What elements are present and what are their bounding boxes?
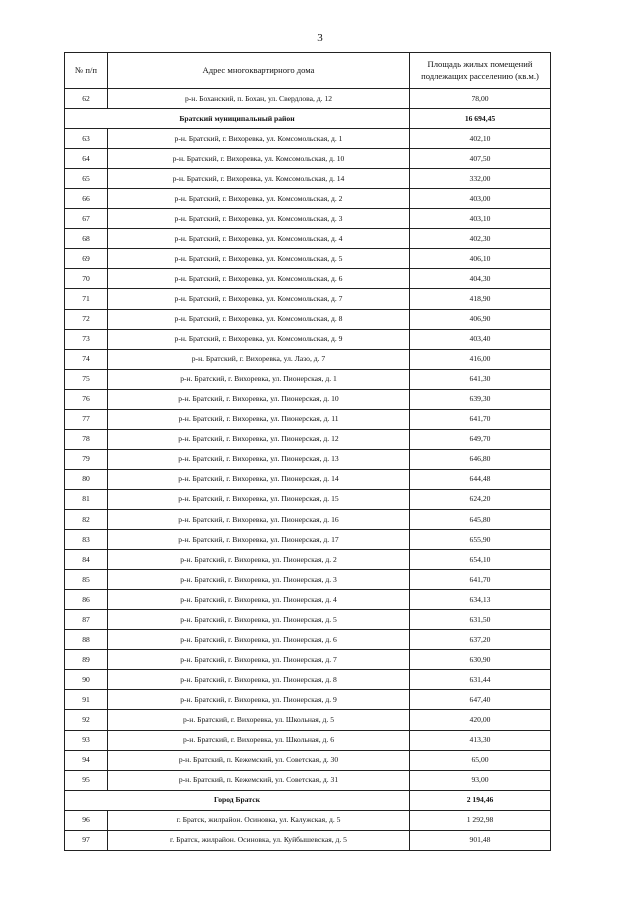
row-number: 73 (65, 329, 108, 349)
row-address: р-н. Братский, г. Вихоревка, ул. Пионерская, д. 9 (108, 690, 410, 710)
row-address: р-н. Братский, г. Вихоревка, ул. Пионерская, д. 2 (108, 550, 410, 570)
row-address: р-н. Братский, г. Вихоревка, ул. Пионерская, д. 11 (108, 409, 410, 429)
row-address: р-н. Братский, п. Кежемский, ул. Советская, д. 31 (108, 770, 410, 790)
table-header-row (65, 53, 551, 89)
table-row (65, 389, 551, 409)
table-row (65, 530, 551, 550)
table-row (65, 229, 551, 249)
row-number: 65 (65, 169, 108, 189)
row-address: р-н. Братский, г. Вихоревка, ул. Пионерская, д. 3 (108, 570, 410, 590)
row-number: 92 (65, 710, 108, 730)
row-address: р-н. Братский, г. Вихоревка, ул. Пионерская, д. 16 (108, 509, 410, 529)
header-number: № п/п (65, 53, 108, 89)
row-number: 67 (65, 209, 108, 229)
table-row (65, 730, 551, 750)
resettlement-table (64, 52, 551, 851)
row-number: 94 (65, 750, 108, 770)
table-row (65, 770, 551, 790)
row-area: 404,30 (410, 269, 551, 289)
row-area: 901,48 (410, 830, 551, 850)
section-area-total: 2 194,46 (410, 790, 551, 810)
row-number: 78 (65, 429, 108, 449)
row-address: р-н. Братский, г. Вихоревка, ул. Пионерская, д. 4 (108, 590, 410, 610)
row-address: р-н. Братский, г. Вихоревка, ул. Пионерская, д. 15 (108, 489, 410, 509)
row-number: 97 (65, 830, 108, 850)
table-body (65, 89, 551, 851)
row-area: 403,10 (410, 209, 551, 229)
table-row (65, 289, 551, 309)
row-address: р-н. Братский, г. Вихоревка, ул. Комсомольская, д. 4 (108, 229, 410, 249)
header-area: Площадь жилых помещений подлежащих расселению (кв.м.) (410, 53, 551, 89)
row-area: 644,48 (410, 469, 551, 489)
table-row (65, 710, 551, 730)
row-area: 406,10 (410, 249, 551, 269)
row-area: 78,00 (410, 89, 551, 109)
section-area-total: 16 694,45 (410, 109, 551, 129)
row-number: 86 (65, 590, 108, 610)
row-area: 654,10 (410, 550, 551, 570)
header-address: Адрес многоквартирного дома (108, 53, 410, 89)
row-address: р-н. Братский, г. Вихоревка, ул. Пионерская, д. 17 (108, 530, 410, 550)
table-row (65, 630, 551, 650)
page-number: 3 (317, 32, 323, 44)
row-area: 637,20 (410, 630, 551, 650)
row-address: р-н. Братский, г. Вихоревка, ул. Пионерская, д. 12 (108, 429, 410, 449)
table-row (65, 489, 551, 509)
row-area: 403,00 (410, 189, 551, 209)
row-area: 641,70 (410, 570, 551, 590)
row-address: р-н. Братский, г. Вихоревка, ул. Комсомольская, д. 2 (108, 189, 410, 209)
row-area: 649,70 (410, 429, 551, 449)
row-number: 85 (65, 570, 108, 590)
row-area: 639,30 (410, 389, 551, 409)
row-number: 72 (65, 309, 108, 329)
row-address: р-н. Братский, г. Вихоревка, ул. Пионерская, д. 10 (108, 389, 410, 409)
row-address: р-н. Братский, г. Вихоревка, ул. Пионерская, д. 7 (108, 650, 410, 670)
row-number: 76 (65, 389, 108, 409)
table-row (65, 329, 551, 349)
table-row (65, 169, 551, 189)
row-address: р-н. Братский, г. Вихоревка, ул. Комсомольская, д. 8 (108, 309, 410, 329)
row-number: 79 (65, 449, 108, 469)
row-address: р-н. Братский, г. Вихоревка, ул. Школьная, д. 6 (108, 730, 410, 750)
row-area: 65,00 (410, 750, 551, 770)
section-row (65, 790, 551, 810)
table-row (65, 429, 551, 449)
table-row (65, 830, 551, 850)
row-address: р-н. Братский, п. Кежемский, ул. Советская, д. 30 (108, 750, 410, 770)
table-row (65, 449, 551, 469)
row-area: 402,30 (410, 229, 551, 249)
table-row (65, 469, 551, 489)
row-area: 332,00 (410, 169, 551, 189)
row-address: р-н. Братский, г. Вихоревка, ул. Пионерская, д. 8 (108, 670, 410, 690)
row-number: 95 (65, 770, 108, 790)
row-area: 403,40 (410, 329, 551, 349)
row-area: 631,44 (410, 670, 551, 690)
row-number: 77 (65, 409, 108, 429)
row-area: 641,70 (410, 409, 551, 429)
table-row (65, 409, 551, 429)
row-area: 641,30 (410, 369, 551, 389)
row-number: 74 (65, 349, 108, 369)
row-address: р-н. Братский, г. Вихоревка, ул. Комсомольская, д. 3 (108, 209, 410, 229)
row-address: р-н. Братский, г. Вихоревка, ул. Комсомольская, д. 7 (108, 289, 410, 309)
row-number: 81 (65, 489, 108, 509)
row-number: 66 (65, 189, 108, 209)
row-address: р-н. Братский, г. Вихоревка, ул. Пионерская, д. 1 (108, 369, 410, 389)
row-area: 624,20 (410, 489, 551, 509)
row-number: 82 (65, 509, 108, 529)
row-address: р-н. Братский, г. Вихоревка, ул. Комсомольская, д. 1 (108, 129, 410, 149)
table-row (65, 590, 551, 610)
row-number: 80 (65, 469, 108, 489)
table-row (65, 369, 551, 389)
row-area: 645,80 (410, 509, 551, 529)
row-address: р-н. Братский, г. Вихоревка, ул. Пионерская, д. 5 (108, 610, 410, 630)
row-number: 93 (65, 730, 108, 750)
table-row (65, 750, 551, 770)
row-address: р-н. Братский, г. Вихоревка, ул. Пионерская, д. 13 (108, 449, 410, 469)
row-area: 630,90 (410, 650, 551, 670)
row-address: р-н. Братский, г. Вихоревка, ул. Комсомольская, д. 14 (108, 169, 410, 189)
row-number: 83 (65, 530, 108, 550)
row-number: 71 (65, 289, 108, 309)
row-address: р-н. Братский, г. Вихоревка, ул. Школьная, д. 5 (108, 710, 410, 730)
row-area: 418,90 (410, 289, 551, 309)
section-title: Братский муниципальный район (65, 109, 410, 129)
table-row (65, 189, 551, 209)
table-row (65, 650, 551, 670)
row-address: г. Братск, жилрайон. Осиновка, ул. Калужская, д. 5 (108, 810, 410, 830)
table-row (65, 209, 551, 229)
row-area: 402,10 (410, 129, 551, 149)
table-row (65, 349, 551, 369)
row-area: 634,13 (410, 590, 551, 610)
row-number: 63 (65, 129, 108, 149)
row-address: р-н. Братский, г. Вихоревка, ул. Лазо, д. 7 (108, 349, 410, 369)
table-row (65, 89, 551, 109)
table-row (65, 269, 551, 289)
row-number: 70 (65, 269, 108, 289)
row-number: 69 (65, 249, 108, 269)
row-address: р-н. Боханский, п. Бохан, ул. Свердлова, д. 12 (108, 89, 410, 109)
row-number: 91 (65, 690, 108, 710)
table-row (65, 550, 551, 570)
table-row (65, 509, 551, 529)
row-area: 93,00 (410, 770, 551, 790)
table-row (65, 570, 551, 590)
row-number: 88 (65, 630, 108, 650)
row-area: 1 292,98 (410, 810, 551, 830)
row-area: 406,90 (410, 309, 551, 329)
section-row (65, 109, 551, 129)
row-area: 413,30 (410, 730, 551, 750)
row-area: 631,50 (410, 610, 551, 630)
row-number: 68 (65, 229, 108, 249)
table-row (65, 690, 551, 710)
row-area: 647,40 (410, 690, 551, 710)
table-row (65, 670, 551, 690)
row-number: 90 (65, 670, 108, 690)
row-number: 62 (65, 89, 108, 109)
row-number: 87 (65, 610, 108, 630)
row-number: 64 (65, 149, 108, 169)
table-row (65, 610, 551, 630)
row-area: 646,80 (410, 449, 551, 469)
row-area: 407,50 (410, 149, 551, 169)
row-address: р-н. Братский, г. Вихоревка, ул. Пионерская, д. 6 (108, 630, 410, 650)
row-address: р-н. Братский, г. Вихоревка, ул. Пионерская, д. 14 (108, 469, 410, 489)
row-number: 75 (65, 369, 108, 389)
table-row (65, 810, 551, 830)
row-area: 655,90 (410, 530, 551, 550)
table-row (65, 149, 551, 169)
row-area: 420,00 (410, 710, 551, 730)
table-row (65, 309, 551, 329)
table-row (65, 249, 551, 269)
row-area: 416,00 (410, 349, 551, 369)
row-address: р-н. Братский, г. Вихоревка, ул. Комсомольская, д. 9 (108, 329, 410, 349)
row-address: р-н. Братский, г. Вихоревка, ул. Комсомольская, д. 6 (108, 269, 410, 289)
row-address: р-н. Братский, г. Вихоревка, ул. Комсомольская, д. 10 (108, 149, 410, 169)
row-number: 96 (65, 810, 108, 830)
section-title: Город Братск (65, 790, 410, 810)
row-address: р-н. Братский, г. Вихоревка, ул. Комсомольская, д. 5 (108, 249, 410, 269)
row-number: 84 (65, 550, 108, 570)
table-row (65, 129, 551, 149)
row-address: г. Братск, жилрайон. Осиновка, ул. Куйбышевская, д. 5 (108, 830, 410, 850)
row-number: 89 (65, 650, 108, 670)
